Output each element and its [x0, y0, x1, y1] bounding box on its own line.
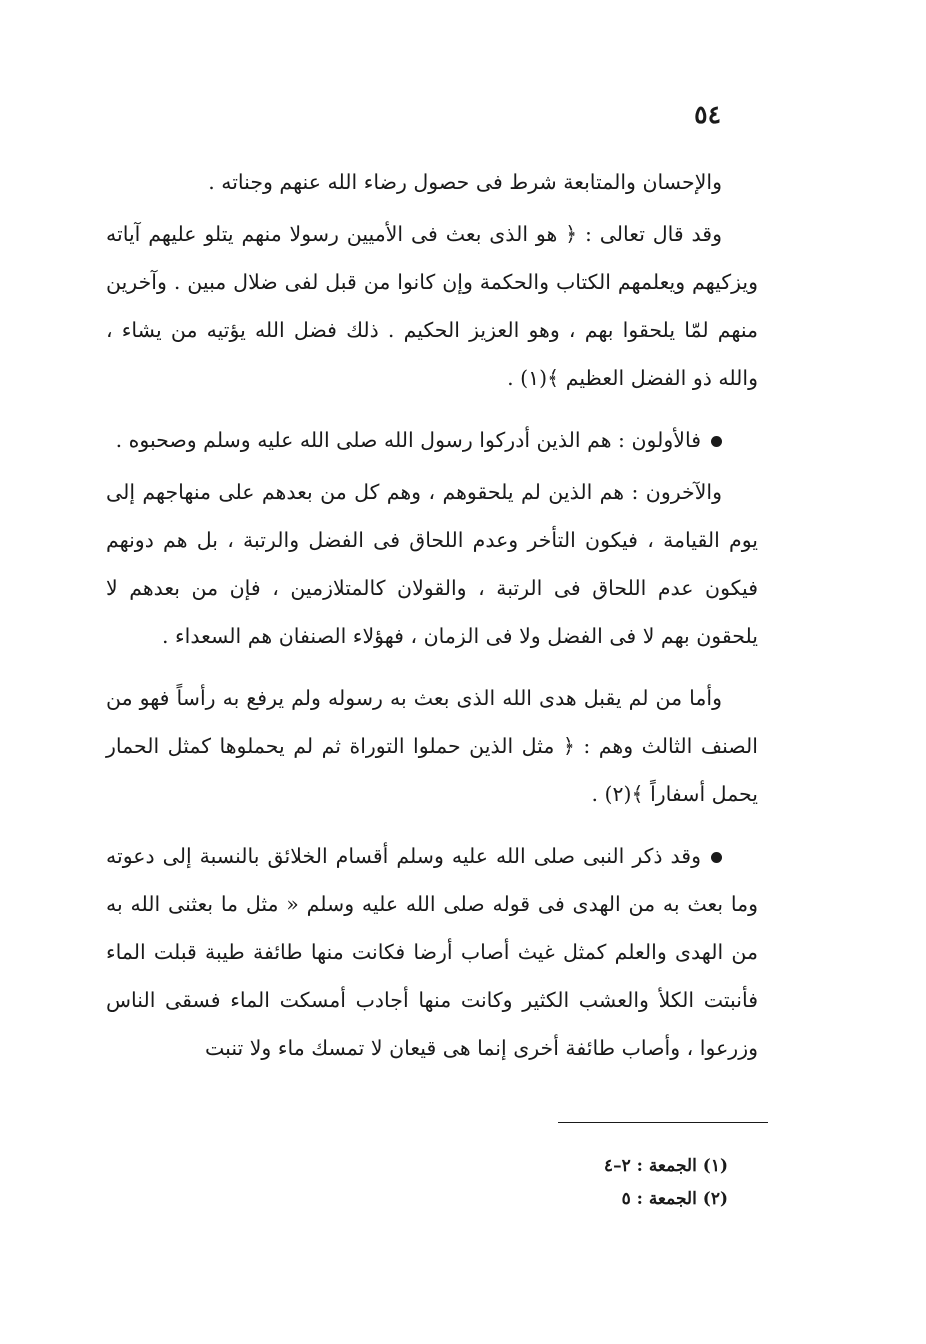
- page-number: ٥٤: [694, 100, 721, 129]
- paragraph-hadith: [106, 832, 758, 1072]
- paragraph-quran-verse: وقد قال تعالى : ﴿ هو الذى بعث فى الأميين رسولا منهم يتلو عليهم آياته ويزكيهم ويعلمهم الكتاب والحكمة وإن كانوا من قبل لفى ضلال مبين . وآخرين منهم لمّا يلحقوا بهم ، وهو العزيز الحكيم . ذلك فضل الله يؤتيه من يشاء ، والله ذو الفضل العظيم ﴾(١) .: [106, 222, 758, 390]
- footnote-divider: [558, 1122, 768, 1123]
- paragraph-hadith-text: وقد ذكر النبى صلى الله عليه وسلم أقسام الخلائق بالنسبة إلى دعوته وما بعث به من الهدى فى قوله صلى الله عليه وسلم « مثل ما بعثنى الله به من الهدى والعلم كمثل غيث أصاب أرضا فكانت منها طائفة طيبة قبلت الماء فأنبتت الكلأ والعشب الكثير وكانت منها أجادب أمسكت الماء فسقى الناس وزرعوا ، وأصاب طائفة أخرى إنما هى قيعان لا تمسك ماء ولا تنبت: [106, 844, 758, 1060]
- body-text: [106, 158, 758, 1076]
- paragraph-later-group: والآخرون : هم الذين لم يلحقوهم ، وهم كل من بعدهم على منهاجهم إلى يوم القيامة ، فيكون التأخر وعدم اللحاق فى الفضل والرتبة ، بل هم دونهم فيكون عدم اللحاق فى الرتبة ، والقولان كالمتلازمين ، فإن من بعدهم لا يلحقون بهم لا فى الفضل ولا فى الزمان ، فهؤلاء الصنفان هم السعداء .: [106, 480, 758, 648]
- paragraph-third-group: وأما من لم يقبل هدى الله الذى بعث به رسوله ولم يرفع به رأساً فهو من الصنف الثالث وهم : ﴿ مثل الذين حملوا التوراة ثم لم يحملوها كمثل الحمار يحمل أسفاراً ﴾(٢) .: [106, 686, 758, 806]
- footnote-1: (١) الجمعة : ٢–٤: [603, 1156, 728, 1176]
- paragraph-first-group-text: فالأولون : هم الذين أدركوا رسول الله صلى الله عليه وسلم وصحبوه .: [115, 428, 701, 452]
- bullet-icon: [711, 436, 722, 447]
- paragraph-first-group: [106, 416, 758, 464]
- paragraph-intro: والإحسان والمتابعة شرط فى حصول رضاء الله عنهم وجناته .: [208, 170, 722, 194]
- footnote-2: (٢) الجمعة : ٥: [621, 1189, 728, 1209]
- footnotes: [604, 1150, 728, 1216]
- bullet-icon: [711, 852, 722, 863]
